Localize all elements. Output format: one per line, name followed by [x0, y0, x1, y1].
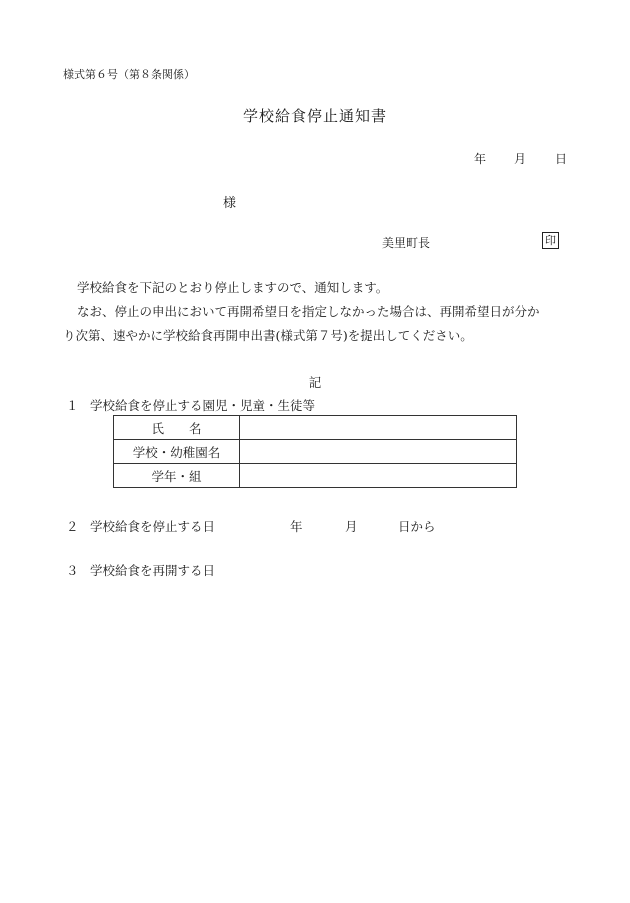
document-title: 学校給食停止通知書: [242, 107, 387, 125]
item-2-day-label: 日から: [398, 519, 436, 534]
table-row: [114, 464, 517, 488]
name-field[interactable]: [240, 416, 517, 440]
grade-class-label: 学年・組: [114, 464, 240, 488]
sender-name: 美里町長: [382, 236, 431, 250]
item-2-month-label: 月: [345, 519, 358, 534]
item-1-number: １: [66, 398, 79, 413]
table-row: [114, 440, 517, 464]
grade-class-field[interactable]: [240, 464, 517, 488]
item-1-text: 学校給食を停止する園児・児童・生徒等: [90, 398, 316, 413]
item-3-text: 学校給食を再開する日: [90, 563, 216, 578]
body-line-2: なお、停止の申出において再開希望日を指定しなかった場合は、再開希望日が分か: [77, 304, 540, 319]
date-year-label: 年: [474, 152, 487, 166]
table-row: [114, 416, 517, 440]
school-field[interactable]: [240, 440, 517, 464]
name-label: 氏 名: [114, 416, 240, 440]
seal-mark: 印: [542, 232, 559, 249]
item-2-text: 学校給食を停止する日: [90, 519, 216, 534]
date-month-label: 月: [514, 152, 527, 166]
addressee-suffix: 様: [223, 196, 237, 211]
item-2-number: ２: [66, 519, 79, 534]
ki-heading: 記: [308, 375, 322, 390]
body-line-1: 学校給食を下記のとおり停止しますので、通知します。: [77, 280, 389, 295]
body-line-3: り次第、速やかに学校給食再開申出書(様式第７号)を提出してください。: [63, 328, 473, 343]
school-label: 学校・幼稚園名: [114, 440, 240, 464]
item-2-year-label: 年: [290, 519, 303, 534]
date-day-label: 日: [555, 152, 568, 166]
form-number: 様式第６号（第８条関係）: [63, 68, 195, 81]
item-3-number: ３: [66, 563, 79, 578]
student-info-table: [113, 415, 517, 488]
